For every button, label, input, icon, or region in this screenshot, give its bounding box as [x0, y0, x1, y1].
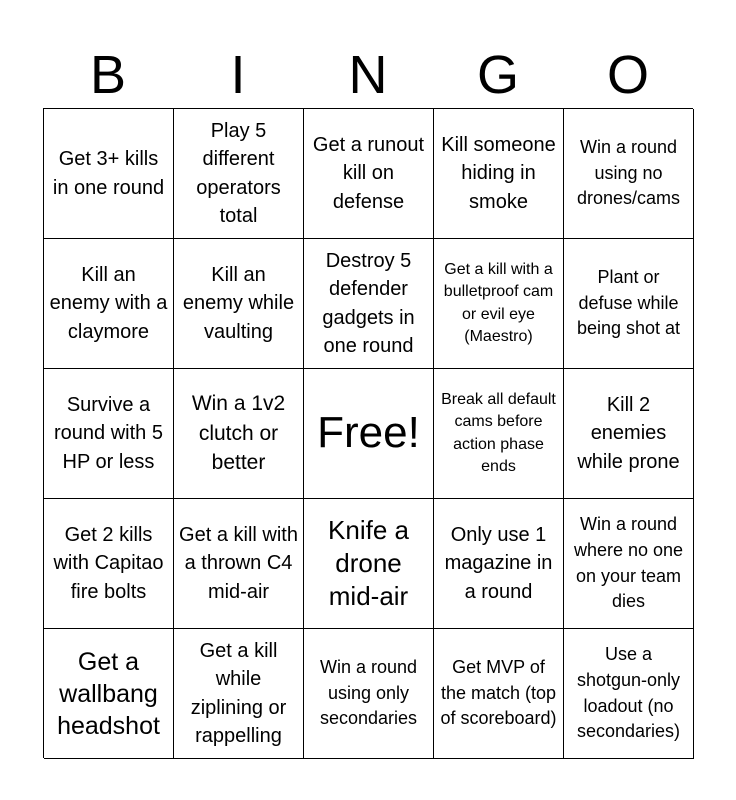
bingo-grid [43, 108, 693, 758]
bingo-cell-text: Get MVP of the match (top of scoreboard) [440, 657, 557, 729]
bingo-cell-text: Get 2 kills with Capitao fire bolts [53, 523, 164, 603]
bingo-cell[interactable] [564, 629, 694, 759]
bingo-cell-text: Win a round using only secondaries [319, 657, 418, 729]
bingo-cell[interactable] [174, 239, 304, 369]
bingo-cell[interactable] [174, 499, 304, 629]
bingo-cell-text: Win a round using no drones/cams [576, 137, 681, 209]
bingo-cell-text: Win a round where no one on your team dies [573, 514, 684, 612]
bingo-cell[interactable] [44, 239, 174, 369]
bingo-cell[interactable] [174, 109, 304, 239]
bingo-cell[interactable] [304, 109, 434, 239]
bingo-cell[interactable] [44, 499, 174, 629]
bingo-cell-text: Knife a drone mid-air [328, 515, 409, 611]
bingo-cell-text: Get a kill with a thrown C4 mid-air [179, 523, 298, 603]
bingo-cell[interactable] [434, 109, 564, 239]
bingo-cell-text: Play 5 different operators total [196, 119, 281, 227]
bingo-cell[interactable] [44, 629, 174, 759]
bingo-cell-text: Use a shotgun-only loadout (no secondaries) [576, 644, 681, 742]
bingo-cell[interactable] [44, 369, 174, 499]
bingo-cell-text: Get a kill while ziplining or rappelling [190, 639, 287, 747]
bingo-header [43, 42, 693, 108]
header-letter-g: G [476, 45, 519, 105]
bingo-cell-text: Destroy 5 defender gadgets in one round [322, 249, 415, 357]
bingo-cell-text: Get a kill with a bulletproof cam or evil eye (Maestro) [443, 261, 554, 345]
header-letter-n: N [348, 45, 388, 105]
bingo-cell-text: Get a runout kill on defense [312, 133, 425, 213]
header-letter-o: O [606, 45, 649, 105]
bingo-cell[interactable] [304, 629, 434, 759]
bingo-cell-text: Win a 1v2 clutch or better [191, 392, 286, 475]
bingo-cell-text: Plant or defuse while being shot at [576, 267, 681, 339]
header-letter-b: B [89, 45, 127, 105]
bingo-cell-text: Kill 2 enemies while prone [577, 393, 680, 473]
bingo-cell[interactable] [564, 239, 694, 369]
bingo-free-cell[interactable] [304, 369, 434, 499]
bingo-cell-text: Kill someone hiding in smoke [441, 133, 556, 213]
bingo-cell[interactable] [434, 239, 564, 369]
bingo-cell[interactable] [304, 499, 434, 629]
bingo-free-text: Free! [317, 408, 420, 458]
header-letter-i: I [230, 45, 246, 105]
bingo-cell-text: Get a wallbang headshot [57, 647, 160, 740]
bingo-cell-text: Survive a round with 5 HP or less [54, 393, 163, 473]
bingo-cell-text: Kill an enemy with a claymore [49, 263, 168, 343]
bingo-cell[interactable] [174, 629, 304, 759]
bingo-cell[interactable] [44, 109, 174, 239]
bingo-cell[interactable] [434, 369, 564, 499]
bingo-cell-text: Kill an enemy while vaulting [182, 263, 295, 343]
bingo-cell[interactable] [564, 109, 694, 239]
bingo-cell[interactable] [564, 369, 694, 499]
bingo-cell[interactable] [304, 239, 434, 369]
bingo-cell[interactable] [174, 369, 304, 499]
bingo-cell[interactable] [564, 499, 694, 629]
bingo-cell-text: Break all default cams before action phase ends [441, 391, 556, 475]
bingo-cell-text: Get 3+ kills in one round [52, 148, 165, 199]
bingo-cell[interactable] [434, 629, 564, 759]
bingo-cell[interactable] [434, 499, 564, 629]
bingo-cell-text: Only use 1 magazine in a round [444, 523, 553, 603]
